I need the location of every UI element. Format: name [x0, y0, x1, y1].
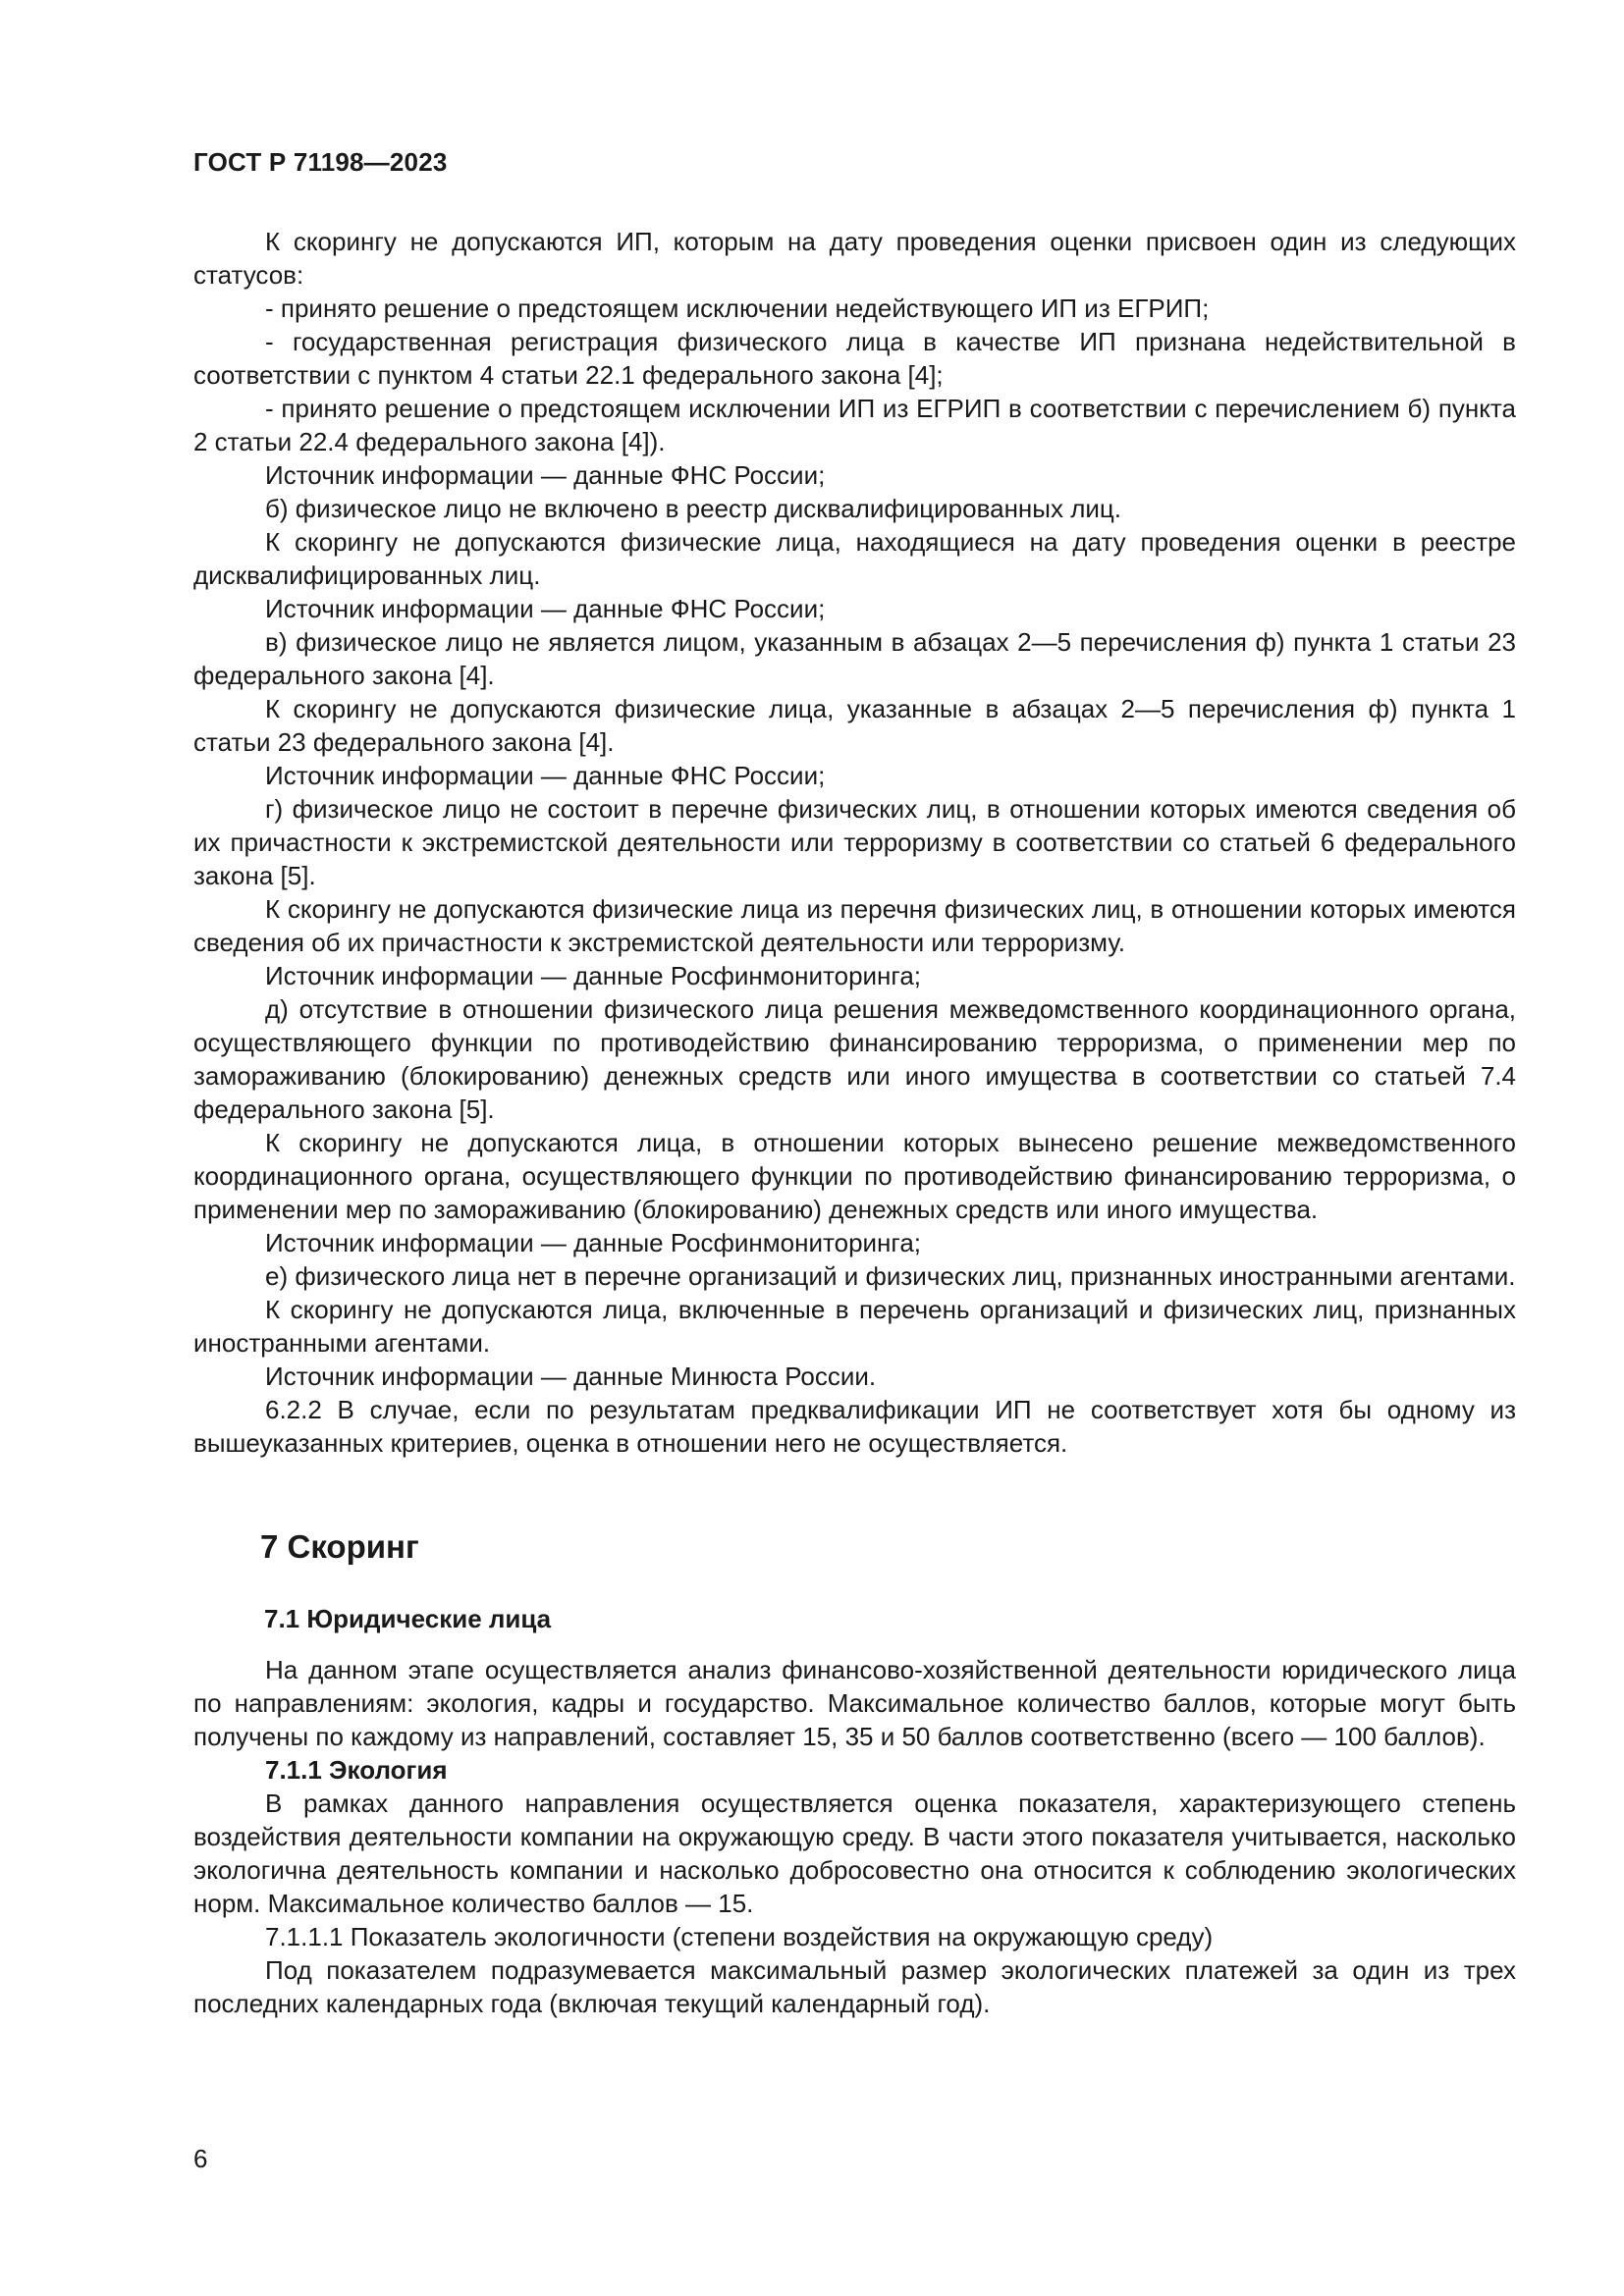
source-note: Источник информации — данные Росфинмониторинга;	[265, 961, 922, 990]
document-code: ГОСТ Р 71198—2023	[193, 147, 448, 177]
list-item: - принято решение о предстоящем исключении недействующего ИП из ЕГРИП;	[265, 294, 1210, 323]
paragraph: К скорингу не допускаются физические лица, указанные в абзацах 2—5 перечисления ф) пункта 1 статьи 23 федерального закона [4].	[193, 694, 1516, 757]
source-note: Источник информации — данные ФНС России;	[265, 761, 826, 790]
paragraph: К скорингу не допускаются ИП, которым на дату проведения оценки присвоен один из следующих статусов:	[193, 227, 1516, 290]
paragraph: К скорингу не допускаются физические лица из перечня физических лиц, в отношении которых имеются сведения об их причастности к экстремистской деятельности или терроризму.	[193, 894, 1516, 957]
source-note: Источник информации — данные Минюста России.	[265, 1362, 877, 1391]
paragraph: К скорингу не допускаются лица, в отношении которых вынесено решение межведомственного координационного органа, осуществляющего функции по противодействию финансированию терроризма, о применении мер по замораживанию (блокированию) денежных средств или иного имущества.	[193, 1128, 1516, 1224]
body-text	[193, 225, 1516, 1460]
criterion-item: в) физическое лицо не является лицом, указанным в абзацах 2—5 перечисления ф) пункта 1 статьи 23 федерального закона [4].	[193, 627, 1516, 690]
section-heading: 7 Скоринг	[260, 1528, 419, 1565]
paragraph: В рамках данного направления осуществляется оценка показателя, характеризующего степень воздействия деятельности компании на окружающую среду. В части этого показателя учитывается, насколько экологична деятельность компании и насколько добросовестно она относится к соблюдению экологических норм. Максимальное количество баллов — 15.	[193, 1789, 1516, 1918]
source-note: Источник информации — данные ФНС России;	[265, 594, 826, 623]
indicator-title: 7.1.1.1 Показатель экологичности (степени воздействия на окружающую среду)	[265, 1922, 1214, 1951]
section-7	[193, 1527, 1516, 2020]
criterion-item: б) физическое лицо не включено в реестр дисквалифицированных лиц.	[265, 494, 1122, 523]
paragraph: На данном этапе осуществляется анализ финансово-хозяйственной деятельности юридического лица по направлениям: экология, кадры и государство. Максимальное количество баллов, которые могут быть получены по каждому из направлений, составляет 15, 35 и 50 баллов соответственно (всего — 100 баллов).	[193, 1655, 1516, 1751]
paragraph: К скорингу не допускаются лица, включенные в перечень организаций и физических лиц, признанных иностранными агентами.	[193, 1295, 1516, 1358]
list-item: - принято решение о предстоящем исключении ИП из ЕГРИП в соответствии с перечислением б) пункта 2 статьи 22.4 федерального закона [4]).	[193, 394, 1516, 456]
page-number: 6	[193, 2144, 208, 2173]
subsection-heading: 7.1 Юридические лица	[264, 1604, 552, 1633]
list-item: - государственная регистрация физического лица в качестве ИП признана недействительной в соответствии с пунктом 4 статьи 22.1 федерального закона [4];	[193, 327, 1516, 390]
paragraph: К скорингу не допускаются физические лица, находящиеся на дату проведения оценки в реестре дисквалифицированных лиц.	[193, 527, 1516, 590]
paragraph: Под показателем подразумевается максимальный размер экологических платежей за один из трех последних календарных года (включая текущий календарный год).	[193, 1955, 1516, 2018]
subsubsection-heading: 7.1.1 Экология	[265, 1755, 448, 1785]
source-note: Источник информации — данные Росфинмониторинга;	[265, 1228, 922, 1257]
criterion-item: г) физическое лицо не состоит в перечне физических лиц, в отношении которых имеются сведения об их причастности к экстремистской деятельности или терроризму в соответствии со статьей 6 федерального закона [5].	[193, 794, 1516, 890]
criterion-item: д) отсутствие в отношении физического лица решения межведомственного координационного органа, осуществляющего функции по противодействию финансированию терроризма, о применении мер по замораживанию (блокированию) денежных средств или иного имущества в соответствии со статьей 7.4 федерального закона [5].	[193, 994, 1516, 1124]
source-note: Источник информации — данные ФНС России;	[265, 460, 826, 490]
criterion-item: е) физического лица нет в перечне организаций и физических лиц, признанных иностранными агентами.	[265, 1261, 1516, 1291]
clause-6-2-2: 6.2.2 В случае, если по результатам предквалификации ИП не соответствует хотя бы одному из вышеуказанных критериев, оценка в отношении него не осуществляется.	[193, 1395, 1516, 1458]
